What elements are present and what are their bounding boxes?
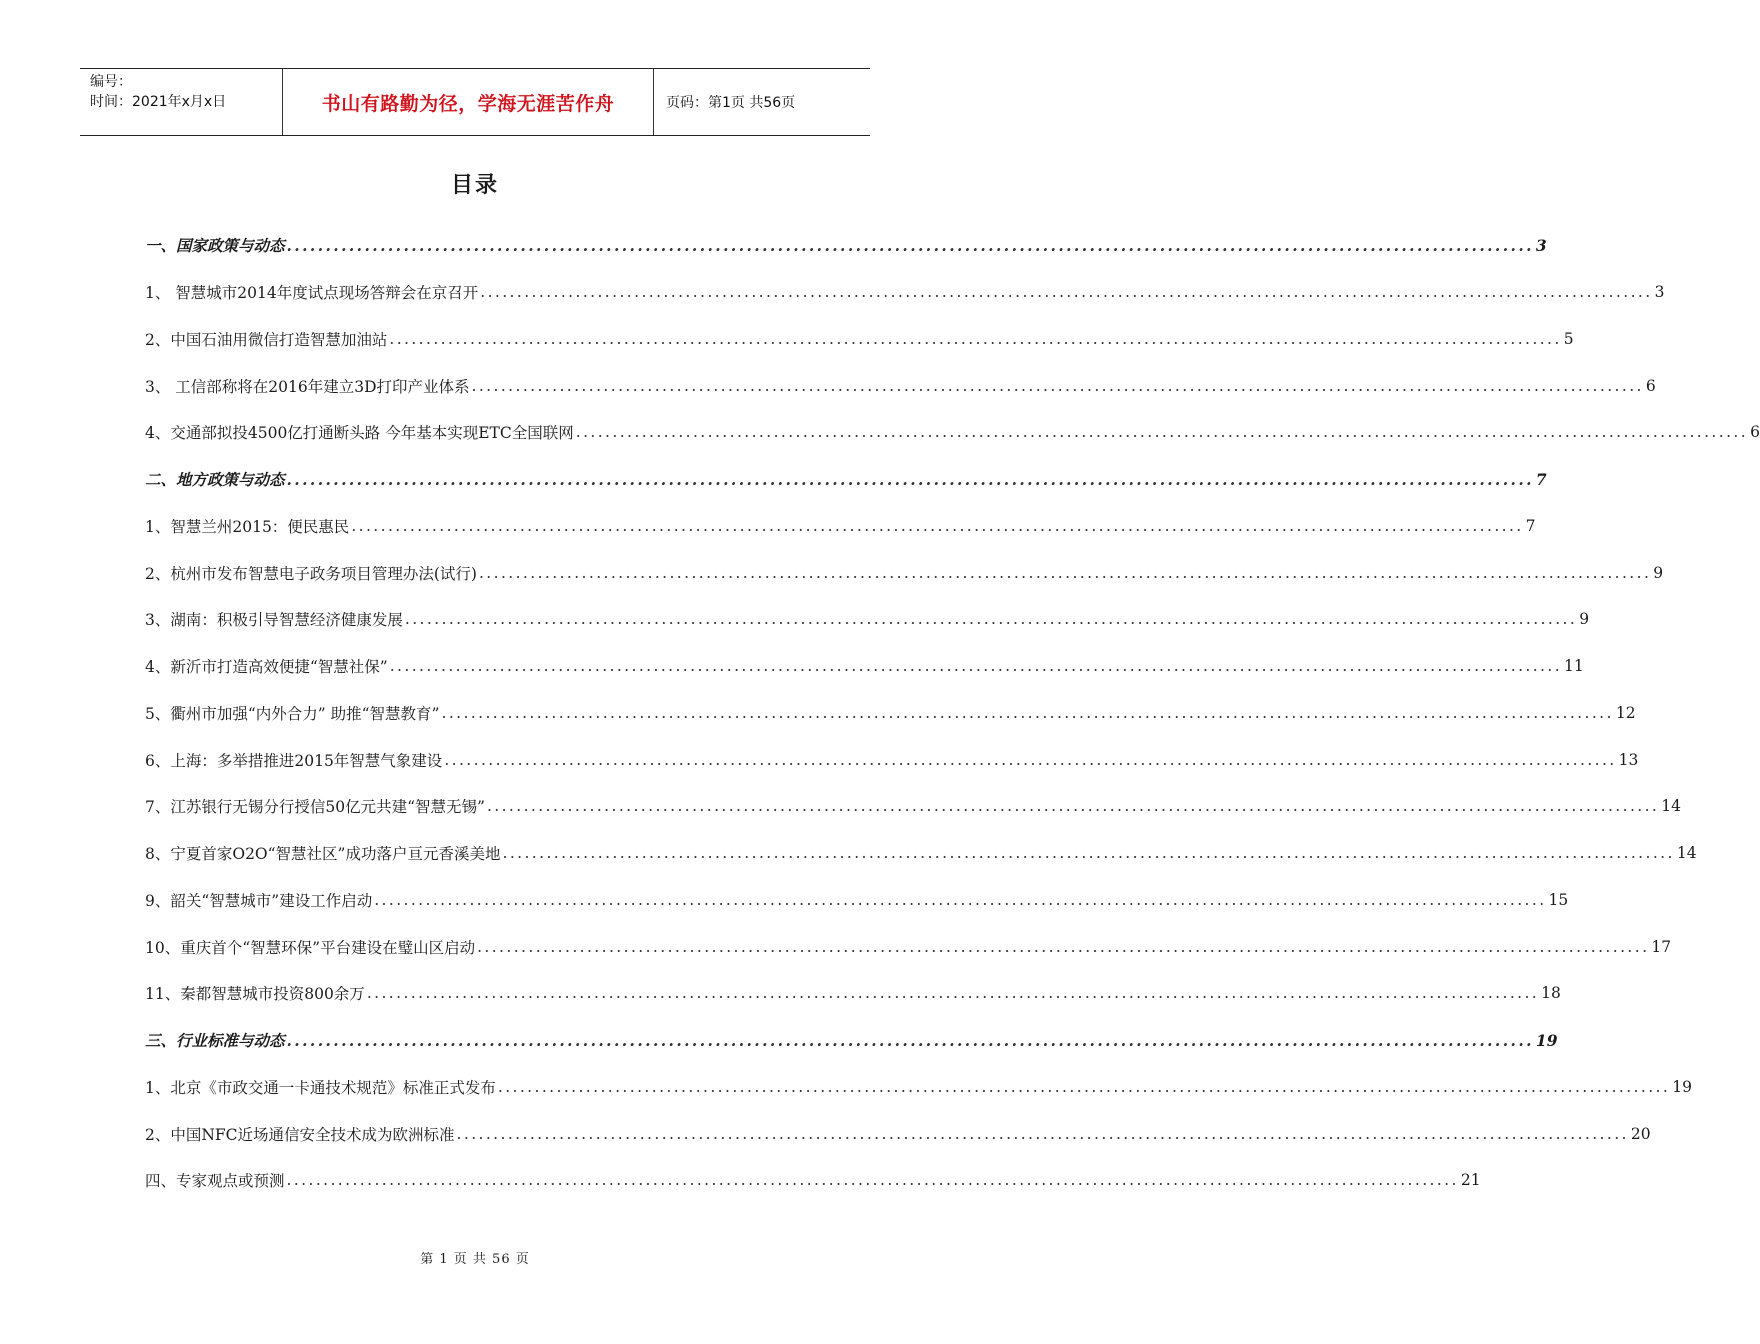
toc-entry[interactable] bbox=[145, 830, 1697, 877]
toc-entry[interactable] bbox=[145, 503, 1536, 550]
toc-entry[interactable] bbox=[145, 269, 1665, 316]
toc-leader-dots: ................................................................................................................................................................ bbox=[389, 329, 1562, 348]
toc-entry-label: 4、新沂市打造高效便捷“智慧社保” bbox=[145, 658, 388, 677]
toc-entry[interactable] bbox=[145, 970, 1561, 1017]
toc-leader-dots: ................................................................................................................................................................ bbox=[456, 1124, 1629, 1143]
toc-entry-page: 12 bbox=[1615, 703, 1636, 722]
toc-entry-page: 21 bbox=[1460, 1171, 1481, 1190]
toc-section-entry[interactable] bbox=[145, 1017, 1558, 1064]
toc-entry-label: 2、中国石油用微信打造智慧加油站 bbox=[145, 330, 388, 349]
toc-section-entry[interactable] bbox=[145, 222, 1547, 269]
toc-entry-label: 9、韶关“智慧城市”建设工作启动 bbox=[145, 891, 373, 910]
toc-leader-dots: ................................................................................................................................................................ bbox=[497, 1077, 1671, 1096]
toc-entry[interactable] bbox=[145, 643, 1584, 690]
toc-entry-page: 5 bbox=[1563, 329, 1574, 348]
page-header bbox=[80, 68, 870, 136]
toc-leader-dots: ................................................................................................................................................................ bbox=[366, 984, 1540, 1003]
toc-leader-dots: ................................................................................................................................................................ bbox=[486, 797, 1660, 816]
toc-leader-dots: ................................................................................................................................................................ bbox=[444, 750, 1617, 769]
document-number-label: 编号： bbox=[90, 74, 132, 90]
toc-leader-dots: ................................................................................................................................................................ bbox=[286, 1030, 1534, 1050]
toc-leader-dots: ................................................................................................................................................................ bbox=[374, 890, 1547, 909]
toc-entry[interactable] bbox=[145, 362, 1656, 409]
toc-leader-dots: ................................................................................................................................................................ bbox=[389, 657, 1563, 676]
toc-entry[interactable] bbox=[145, 549, 1664, 596]
toc-entry-label: 一、国家政策与动态 bbox=[145, 236, 285, 256]
header-page-info: 页码：第1页 共56页 bbox=[666, 95, 796, 111]
header-motto: 书山有路勤为径，学海无涯苦作舟 bbox=[282, 69, 654, 135]
toc-entry[interactable] bbox=[145, 409, 1760, 456]
toc-entry-label: 8、宁夏首家O2O“智慧社区”成功落户亘元香溪美地 bbox=[145, 845, 501, 864]
toc-leader-dots: ................................................................................................................................................................ bbox=[575, 423, 1749, 442]
toc-entry-page: 20 bbox=[1630, 1124, 1651, 1143]
toc-entry[interactable] bbox=[145, 1157, 1481, 1204]
toc-entry-page: 13 bbox=[1618, 750, 1639, 769]
document-time-label: 时间：2021年x月x日 bbox=[90, 94, 227, 110]
toc-leader-dots: ................................................................................................................................................................ bbox=[286, 1171, 1459, 1190]
toc-entry-page: 7 bbox=[1525, 516, 1536, 535]
toc-leader-dots: ................................................................................................................................................................ bbox=[471, 376, 1644, 395]
toc-entry[interactable] bbox=[145, 316, 1574, 363]
toc-entry-page: 6 bbox=[1645, 376, 1656, 395]
toc-entry-page: 9 bbox=[1579, 610, 1590, 629]
toc-entry-page: 14 bbox=[1661, 797, 1681, 816]
toc-entry-label: 3、湖南：积极引导智慧经济健康发展 bbox=[145, 611, 403, 630]
header-meta bbox=[80, 69, 282, 135]
toc-entry-label: 3、 工信部称将在2016年建立3D打印产业体系 bbox=[145, 377, 470, 396]
toc-entry-page: 19 bbox=[1535, 1030, 1558, 1050]
toc-leader-dots: ................................................................................................................................................................ bbox=[404, 610, 1578, 629]
toc-entry[interactable] bbox=[145, 596, 1590, 643]
toc-entry[interactable] bbox=[145, 690, 1636, 737]
toc-leader-dots: ................................................................................................................................................................ bbox=[286, 469, 1534, 489]
toc-entry-label: 2、杭州市发布智慧电子政务项目管理办法(试行) bbox=[145, 564, 477, 583]
toc-entry-label: 1、北京《市政交通一卡通技术规范》标准正式发布 bbox=[145, 1078, 496, 1097]
toc-entry-label: 1、 智慧城市2014年度试点现场答辩会在京召开 bbox=[145, 284, 479, 303]
toc-entry[interactable] bbox=[145, 736, 1639, 783]
toc-entry-label: 三、行业标准与动态 bbox=[145, 1031, 285, 1051]
toc-entry-label: 7、江苏银行无锡分行授信50亿元共建“智慧无锡” bbox=[145, 798, 485, 817]
toc-entry-label: 二、地方政策与动态 bbox=[145, 470, 285, 490]
table-of-contents bbox=[145, 222, 1760, 1204]
toc-entry-page: 7 bbox=[1535, 469, 1547, 489]
toc-entry-page: 3 bbox=[1535, 235, 1547, 255]
toc-entry-label: 11、秦都智慧城市投资800余万 bbox=[145, 985, 365, 1004]
toc-leader-dots: ................................................................................................................................................................ bbox=[286, 235, 1534, 255]
toc-leader-dots: ................................................................................................................................................................ bbox=[477, 937, 1650, 956]
toc-leader-dots: ................................................................................................................................................................ bbox=[478, 563, 1652, 582]
toc-entry-page: 19 bbox=[1672, 1077, 1692, 1096]
toc-entry-label: 4、交通部拟投4500亿打通断头路 今年基本实现ETC全国联网 bbox=[145, 424, 574, 443]
toc-entry-page: 18 bbox=[1541, 984, 1561, 1003]
toc-leader-dots: ................................................................................................................................................................ bbox=[480, 283, 1653, 302]
toc-entry[interactable] bbox=[145, 877, 1569, 924]
page-title: 目录 bbox=[450, 173, 499, 198]
toc-entry-page: 3 bbox=[1654, 283, 1665, 302]
toc-entry-page: 15 bbox=[1548, 890, 1569, 909]
toc-entry-label: 10、重庆首个“智慧环保”平台建设在璧山区启动 bbox=[145, 938, 476, 957]
toc-leader-dots: ................................................................................................................................................................ bbox=[441, 703, 1614, 722]
toc-entry[interactable] bbox=[145, 1110, 1651, 1157]
toc-entry[interactable] bbox=[145, 783, 1681, 830]
toc-entry[interactable] bbox=[145, 923, 1672, 970]
toc-entry-label: 四、专家观点或预测 bbox=[145, 1172, 285, 1191]
toc-entry[interactable] bbox=[145, 1064, 1692, 1111]
toc-entry-page: 9 bbox=[1653, 563, 1664, 582]
toc-entry-label: 5、衢州市加强“内外合力” 助推“智慧教育” bbox=[145, 704, 440, 723]
toc-entry-page: 6 bbox=[1750, 423, 1760, 442]
page-footer: 第 1 页 共 56 页 bbox=[420, 1252, 530, 1267]
toc-leader-dots: ................................................................................................................................................................ bbox=[351, 516, 1524, 535]
toc-entry-page: 11 bbox=[1564, 657, 1584, 676]
toc-entry-page: 17 bbox=[1651, 937, 1672, 956]
toc-section-entry[interactable] bbox=[145, 456, 1547, 503]
toc-entry-label: 2、中国NFC近场通信安全技术成为欧洲标准 bbox=[145, 1125, 455, 1144]
toc-entry-label: 1、智慧兰州2015：便民惠民 bbox=[145, 517, 350, 536]
toc-leader-dots: ................................................................................................................................................................ bbox=[502, 844, 1675, 863]
toc-entry-page: 14 bbox=[1676, 844, 1697, 863]
toc-entry-label: 6、上海：多举措推进2015年智慧气象建设 bbox=[145, 751, 443, 770]
